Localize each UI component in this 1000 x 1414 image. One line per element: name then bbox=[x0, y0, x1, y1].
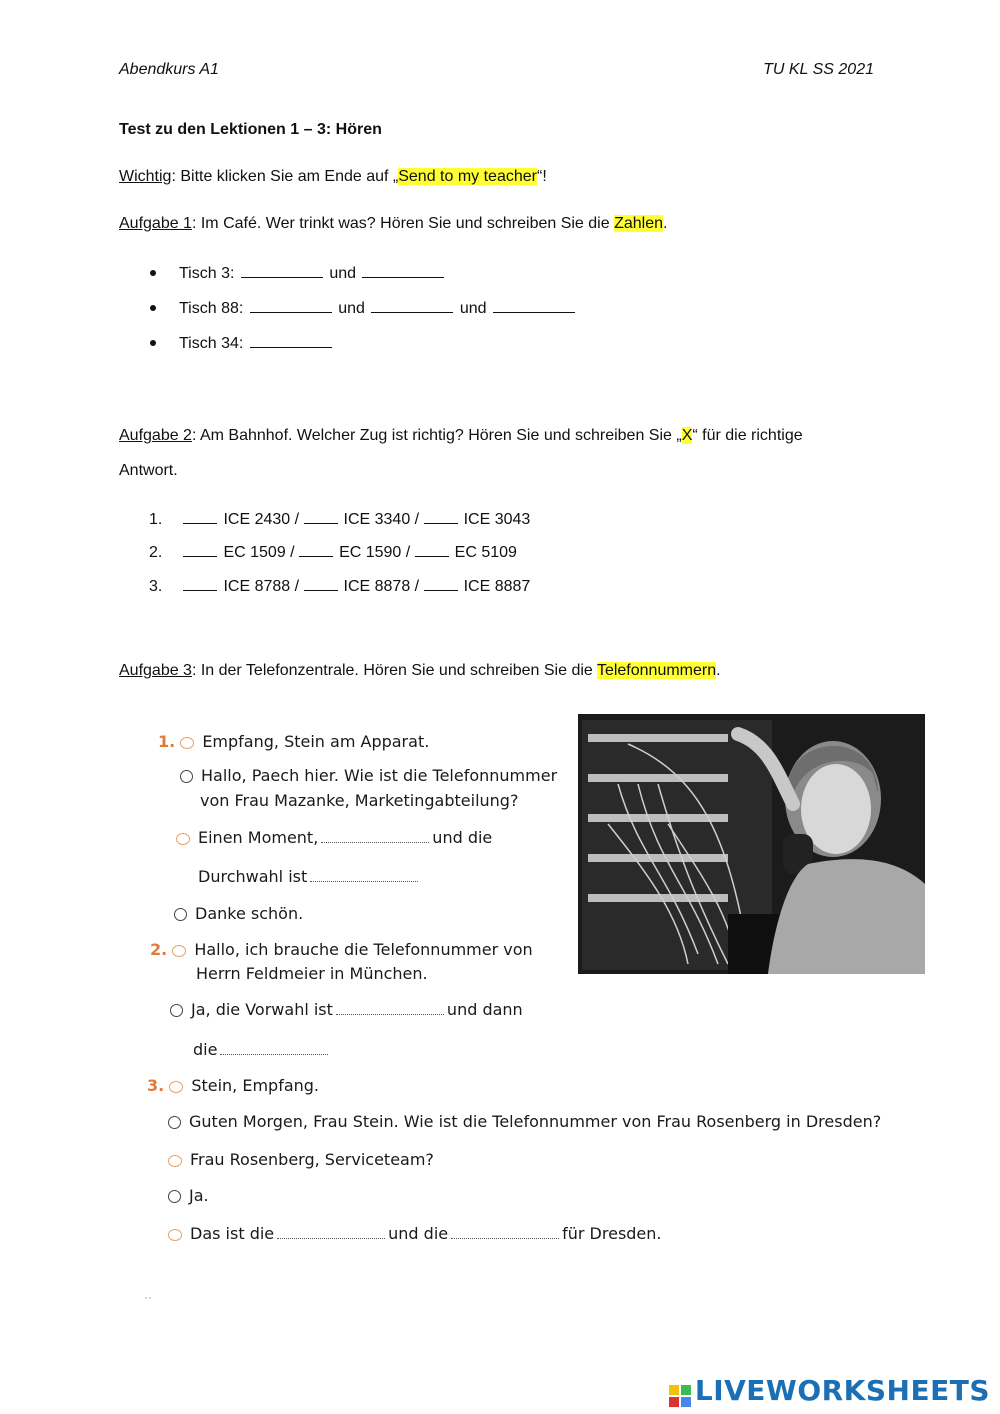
speech-bubble-icon bbox=[168, 1190, 181, 1203]
dialog2-line3: die bbox=[193, 1040, 331, 1059]
task2-instruction: Aufgabe 2: Am Bahnhof. Welcher Zug ist richtig? Hören Sie und schreiben Sie „X“ für die richtige bbox=[119, 427, 803, 444]
page-title: Test zu den Lektionen 1 – 3: Hören bbox=[119, 121, 382, 138]
answer-blank[interactable] bbox=[183, 509, 217, 524]
dialog1-line3: Einen Moment, und die bbox=[176, 828, 492, 847]
speech-bubble-icon bbox=[170, 1004, 183, 1017]
bullet bbox=[150, 340, 156, 346]
answer-blank[interactable] bbox=[493, 298, 575, 313]
answer-blank[interactable] bbox=[241, 263, 323, 278]
dialog3-line1: 3. Stein, Empfang. bbox=[147, 1076, 320, 1095]
answer-blank[interactable] bbox=[183, 576, 217, 591]
dialog1-line2: Hallo, Paech hier. Wie ist die Telefonnummer bbox=[180, 766, 557, 785]
answer-blank[interactable] bbox=[277, 1226, 385, 1239]
speech-bubble-icon bbox=[172, 945, 186, 957]
answer-blank[interactable] bbox=[183, 542, 217, 557]
dialog3-line4: Ja. bbox=[168, 1186, 209, 1205]
answer-blank[interactable] bbox=[451, 1226, 559, 1239]
answer-blank[interactable] bbox=[250, 298, 332, 313]
task1-item-3: Tisch 34: bbox=[179, 333, 334, 353]
task2-instruction-line2: Antwort. bbox=[119, 462, 178, 479]
answer-blank[interactable] bbox=[424, 576, 458, 591]
task3-instruction: Aufgabe 3: In der Telefonzentrale. Hören Sie und schreiben Sie die Telefonnummern. bbox=[119, 662, 721, 679]
task1-item-2: Tisch 88: und und bbox=[179, 298, 577, 318]
answer-blank[interactable] bbox=[304, 509, 338, 524]
important-note: Wichtig: Bitte klicken Sie am Ende auf „Send to my teacher“! bbox=[119, 168, 547, 185]
answer-blank[interactable] bbox=[362, 263, 444, 278]
answer-blank[interactable] bbox=[310, 869, 418, 882]
task2-row-1: 1. ICE 2430 / ICE 3340 / ICE 3043 bbox=[149, 511, 531, 528]
dialog3-line3: Frau Rosenberg, Serviceteam? bbox=[168, 1150, 434, 1169]
header-left: Abendkurs A1 bbox=[119, 61, 219, 78]
speech-bubble-icon bbox=[174, 908, 187, 921]
task2-row-3: 3. ICE 8788 / ICE 8878 / ICE 8887 bbox=[149, 578, 531, 595]
speech-bubble-icon bbox=[180, 770, 193, 783]
task2-row-2: 2. EC 1509 / EC 1590 / EC 5109 bbox=[149, 544, 517, 561]
bullet bbox=[150, 270, 156, 276]
speech-bubble-icon bbox=[168, 1155, 182, 1167]
header-right: TU KL SS 2021 bbox=[763, 61, 874, 78]
answer-blank[interactable] bbox=[336, 1002, 444, 1015]
answer-blank[interactable] bbox=[415, 542, 449, 557]
answer-blank[interactable] bbox=[299, 542, 333, 557]
answer-blank[interactable] bbox=[220, 1042, 328, 1055]
send-to-teacher-highlight: Send to my teacher bbox=[398, 168, 537, 185]
task1-instruction: Aufgabe 1: Im Café. Wer trinkt was? Hören Sie und schreiben Sie die Zahlen. bbox=[119, 215, 668, 232]
answer-blank[interactable] bbox=[321, 830, 429, 843]
dialog2-line1: 2. Hallo, ich brauche die Telefonnummer von bbox=[150, 940, 533, 959]
dialog1-line5: Danke schön. bbox=[174, 904, 303, 923]
answer-blank[interactable] bbox=[304, 576, 338, 591]
dialog2-line1b: Herrn Feldmeier in München. bbox=[196, 964, 428, 983]
speech-bubble-icon bbox=[168, 1116, 181, 1129]
dialog1-line2b: von Frau Mazanke, Marketingabteilung? bbox=[200, 791, 519, 810]
decorative-dots: ·· bbox=[144, 1290, 152, 1304]
speech-bubble-icon bbox=[180, 737, 194, 749]
dialog3-line2: Guten Morgen, Frau Stein. Wie ist die Telefonnummer von Frau Rosenberg in Dresden? bbox=[168, 1112, 881, 1131]
speech-bubble-icon bbox=[168, 1229, 182, 1241]
switchboard-operator-photo bbox=[578, 714, 925, 974]
dialog1-line1: 1. Empfang, Stein am Apparat. bbox=[158, 732, 430, 751]
dialog1-line4: Durchwahl ist bbox=[198, 867, 421, 886]
answer-blank[interactable] bbox=[250, 333, 332, 348]
task1-item-1: Tisch 3: und bbox=[179, 263, 446, 283]
answer-blank[interactable] bbox=[424, 509, 458, 524]
speech-bubble-icon bbox=[169, 1081, 183, 1093]
answer-blank[interactable] bbox=[371, 298, 453, 313]
dialog2-line2: Ja, die Vorwahl ist und dann bbox=[170, 1000, 523, 1019]
liveworksheets-logo-icon bbox=[669, 1381, 691, 1403]
speech-bubble-icon bbox=[176, 833, 190, 845]
bullet bbox=[150, 305, 156, 311]
dialog3-line5: Das ist die und die für Dresden. bbox=[168, 1224, 662, 1243]
liveworksheets-logo: LIVEWORKSHEETS bbox=[669, 1374, 990, 1407]
important-label: Wichtig bbox=[119, 168, 172, 185]
